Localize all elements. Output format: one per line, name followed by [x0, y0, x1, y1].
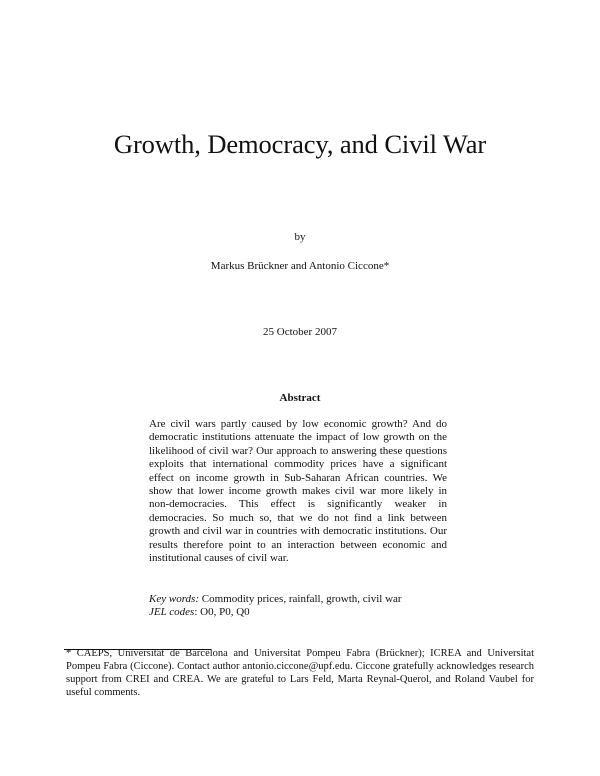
jel-label: JEL codes [149, 606, 195, 619]
date: 25 October 2007 [263, 326, 337, 338]
keywords-label: Key words: [149, 593, 200, 605]
abstract-heading: Abstract [279, 392, 321, 404]
by-line: by [294, 231, 306, 243]
paper-title: Growth, Democracy, and Civil War [113, 129, 487, 159]
abstract-body: Are civil wars partly caused by low economic growth? And do democratic institutions attenuate the impact of low growth on the likelihood of civil war? Our approach to answering these questions exploits that international commodity prices have a significant effect on income growth in Sub-Saharan African countries. We show that lower income growth makes civil war more likely in non-democracies. This effect is significantly weaker in democracies. So much so, that we do not find a link between growth and civil war in countries with democratic institutions. Our results therefore point to an interaction between economic and institutional causes of civil war. [149, 418, 447, 565]
authors: Markus Brückner and Antonio Ciccone* [210, 260, 390, 272]
keywords-value: Commodity prices, rainfall, growth, civil war [199, 593, 402, 605]
jel-line [149, 606, 449, 619]
footnote: * CAEPS, Universitat de Barcelona and Universitat Pompeu Fabra (Brückner); ICREA and Universitat Pompeu Fabra (Ciccone). Contact author antonio.ciccone@upf.edu. Ciccone gratefully acknowledges research support from CREI and CREA. We are grateful to Lars Feld, Marta Reynal-Querol, and Roland Vaubel for useful comments. [66, 648, 534, 698]
keywords-line [149, 593, 449, 606]
keywords-block [149, 593, 449, 620]
jel-value: : O0, P0, Q0 [194, 606, 250, 619]
